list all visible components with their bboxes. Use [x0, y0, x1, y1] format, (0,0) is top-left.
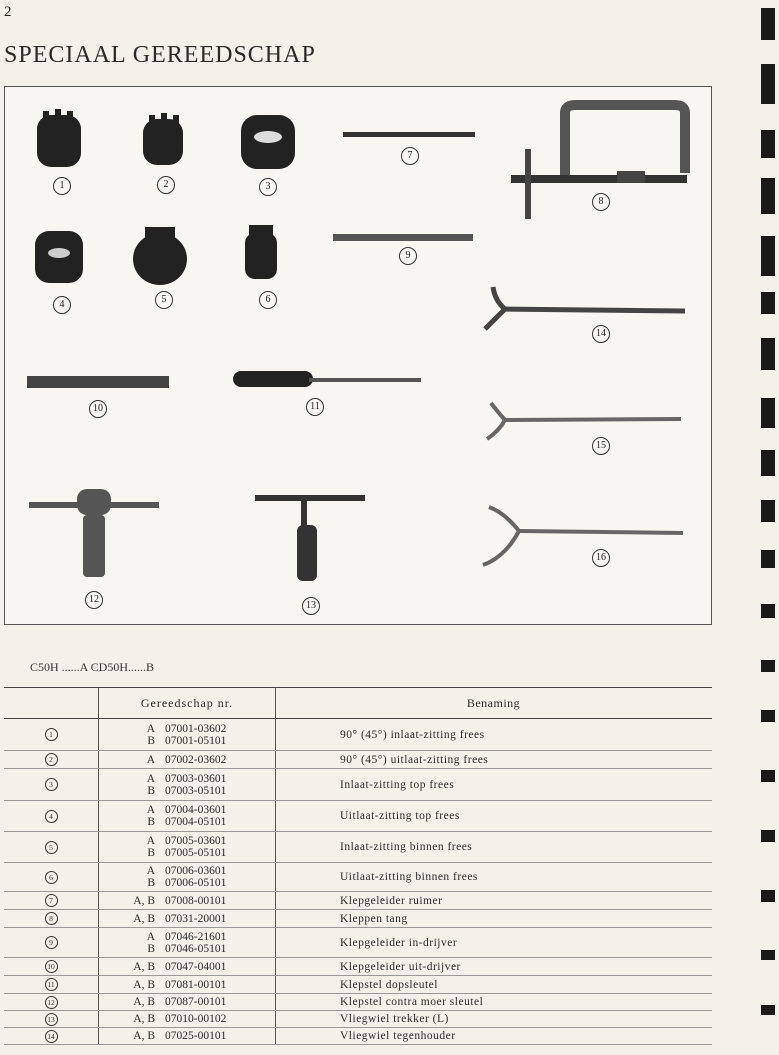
row-number	[4, 958, 99, 976]
tool-codes	[99, 958, 276, 976]
tool-number: 07001-03602	[165, 722, 227, 735]
table-row	[4, 751, 712, 769]
row-number	[4, 719, 99, 751]
tool-14-holder	[485, 287, 685, 329]
tools-table	[4, 687, 712, 1045]
tool-name: Uitlaat-zitting binnen frees	[276, 863, 713, 892]
tool-codes	[99, 751, 276, 769]
model-variant: A, B	[133, 960, 155, 973]
tool-codes	[99, 1028, 276, 1045]
table-row	[4, 910, 712, 928]
header-code: Gereedschap nr.	[99, 688, 276, 719]
page-number: 2	[4, 4, 12, 20]
tool-number: 07006-05101	[165, 877, 227, 889]
tool-number: 07031-20001	[165, 912, 227, 925]
table-row	[4, 863, 712, 892]
code-line	[99, 773, 275, 785]
figure-label: 6	[259, 291, 277, 309]
model-variant: A	[146, 865, 155, 877]
model-variant: B	[147, 942, 155, 955]
cutter-2	[143, 113, 183, 165]
tool-codes	[99, 994, 276, 1011]
model-variant: A	[146, 804, 155, 816]
tool-number: 07003-03601	[165, 772, 227, 785]
row-number	[4, 994, 99, 1011]
tool-number: 07001-05101	[165, 734, 227, 747]
model-variant: A	[146, 930, 155, 943]
table-row	[4, 1028, 712, 1045]
figure-label: 10	[89, 400, 107, 418]
tool-name: Kleppen tang	[276, 910, 713, 928]
tool-7-reamer	[343, 132, 475, 137]
row-number	[4, 928, 99, 958]
tool-name: Klepstel dopsleutel	[276, 976, 713, 994]
figure-label: 8	[592, 193, 610, 211]
tool-codes	[99, 892, 276, 910]
code-line	[99, 943, 275, 955]
tool-codes	[99, 863, 276, 892]
code-line	[99, 931, 275, 943]
tool-codes	[99, 1011, 276, 1028]
tool-codes	[99, 719, 276, 751]
header-num	[4, 688, 99, 719]
code-line	[99, 754, 275, 766]
model-variant: A	[146, 772, 155, 785]
tool-codes	[99, 928, 276, 958]
row-number-badge: 3	[45, 778, 58, 791]
code-line	[99, 895, 275, 907]
model-legend: C50H ......A CD50H......B	[30, 660, 155, 674]
code-line	[99, 996, 275, 1008]
tool-12-wrench	[29, 489, 159, 577]
tool-number: 07004-05101	[165, 816, 227, 828]
tool-8-clamp	[565, 105, 685, 175]
code-line	[99, 847, 275, 859]
row-number-badge: 2	[45, 753, 58, 766]
code-line	[99, 865, 275, 877]
row-number-badge: 10	[45, 960, 58, 973]
model-variant: A	[146, 722, 155, 735]
tool-codes	[99, 910, 276, 928]
row-number-badge: 11	[45, 978, 58, 991]
tool-number: 07047-04001	[165, 960, 227, 973]
cutter-6	[245, 225, 277, 279]
tool-name: Inlaat-zitting binnen frees	[276, 832, 713, 863]
tool-name: Vliegwiel trekker (L)	[276, 1011, 713, 1028]
tool-number: 07081-00101	[165, 978, 227, 991]
cutter-1	[37, 109, 81, 167]
cutter-5	[133, 227, 187, 285]
figure-label: 12	[85, 591, 103, 609]
figure-label: 4	[53, 296, 71, 314]
tool-name: Klepgeleider in-drijver	[276, 928, 713, 958]
table-row	[4, 832, 712, 863]
spiral-binding	[749, 0, 779, 1055]
code-line	[99, 913, 275, 925]
figure-label: 11	[306, 398, 324, 416]
tool-13-puller	[255, 495, 365, 581]
model-variant: A, B	[133, 1030, 155, 1042]
code-line	[99, 804, 275, 816]
row-number	[4, 751, 99, 769]
tool-10-remover	[27, 376, 169, 388]
figure-label: 14	[592, 325, 610, 343]
row-number	[4, 863, 99, 892]
table-row	[4, 769, 712, 801]
cutter-4	[35, 231, 83, 283]
tool-name: Inlaat-zitting top frees	[276, 769, 713, 801]
figure-label: 13	[302, 597, 320, 615]
model-variant: B	[147, 877, 155, 889]
tool-number: 07046-21601	[165, 930, 227, 943]
cutter-3	[241, 115, 295, 169]
row-number	[4, 892, 99, 910]
row-number-badge: 12	[45, 996, 58, 1009]
row-number	[4, 769, 99, 801]
tool-number: 07010-00102	[165, 1013, 227, 1025]
code-line	[99, 816, 275, 828]
tool-number: 07004-03601	[165, 804, 227, 816]
tool-codes	[99, 832, 276, 863]
row-number-badge: 6	[45, 871, 58, 884]
figure-label: 9	[399, 247, 417, 265]
tool-number: 07008-00101	[165, 894, 227, 907]
table-row	[4, 801, 712, 832]
row-number-badge: 13	[45, 1013, 58, 1026]
tool-name: 90° (45°) uitlaat-zitting frees	[276, 751, 713, 769]
table-row	[4, 994, 712, 1011]
code-line	[99, 877, 275, 889]
figure-label: 3	[259, 178, 277, 196]
page-title: SPECIAAL GEREEDSCHAP	[4, 42, 316, 68]
row-number	[4, 1028, 99, 1045]
row-number-badge: 7	[45, 894, 58, 907]
tool-9-driver	[333, 234, 473, 241]
row-number-badge: 8	[45, 912, 58, 925]
tool-name: Uitlaat-zitting top frees	[276, 801, 713, 832]
tool-number: 07002-03602	[165, 753, 227, 766]
row-number-badge: 4	[45, 810, 58, 823]
figure-label: 2	[157, 176, 175, 194]
tool-16-holder	[483, 507, 683, 565]
row-number	[4, 832, 99, 863]
model-variant: B	[147, 784, 155, 797]
tool-name: 90° (45°) inlaat-zitting frees	[276, 719, 713, 751]
table-row	[4, 1011, 712, 1028]
figure-label: 16	[592, 549, 610, 567]
row-number	[4, 1011, 99, 1028]
code-line	[99, 723, 275, 735]
tool-name: Klepgeleider uit-drijver	[276, 958, 713, 976]
row-number	[4, 910, 99, 928]
table-row	[4, 928, 712, 958]
tool-codes	[99, 976, 276, 994]
tool-number: 07005-05101	[165, 847, 227, 859]
table-row	[4, 892, 712, 910]
row-number-badge: 14	[45, 1030, 58, 1043]
figure-label: 7	[401, 147, 419, 165]
model-variant: B	[147, 734, 155, 747]
model-variant: A	[146, 753, 155, 766]
row-number-badge: 9	[45, 936, 58, 949]
tool-number: 07003-05101	[165, 784, 227, 797]
code-line	[99, 961, 275, 973]
header-name: Benaming	[276, 688, 713, 719]
table-header-row	[4, 688, 712, 719]
code-line	[99, 785, 275, 797]
model-variant: A, B	[133, 894, 155, 907]
figure-label: 1	[53, 177, 71, 195]
tool-number: 07006-03601	[165, 865, 227, 877]
tool-15-holder	[487, 403, 681, 439]
model-variant: B	[147, 847, 155, 859]
tool-name: Klepstel contra moer sleutel	[276, 994, 713, 1011]
code-line	[99, 835, 275, 847]
tool-name: Klepgeleider ruimer	[276, 892, 713, 910]
tool-name: Vliegwiel tegenhouder	[276, 1028, 713, 1045]
tool-codes	[99, 769, 276, 801]
model-variant: A, B	[133, 996, 155, 1008]
code-line	[99, 1030, 275, 1042]
code-line	[99, 979, 275, 991]
figure-label: 5	[155, 291, 173, 309]
table-row	[4, 958, 712, 976]
code-line	[99, 1013, 275, 1025]
tool-number: 07025-00101	[165, 1030, 227, 1042]
table-row	[4, 719, 712, 751]
code-line	[99, 735, 275, 747]
tools-photo	[4, 86, 712, 625]
row-number	[4, 976, 99, 994]
table-row	[4, 976, 712, 994]
figure-label: 15	[592, 437, 610, 455]
model-variant: A	[146, 835, 155, 847]
model-variant: A, B	[133, 1013, 155, 1025]
tool-codes	[99, 801, 276, 832]
row-number	[4, 801, 99, 832]
tool-11-wrench	[233, 371, 421, 387]
model-variant: A, B	[133, 912, 155, 925]
row-number-badge: 5	[45, 841, 58, 854]
tool-number: 07046-05101	[165, 942, 227, 955]
model-variant: A, B	[133, 978, 155, 991]
row-number-badge: 1	[45, 728, 58, 741]
tool-number: 07087-00101	[165, 996, 227, 1008]
model-variant: B	[147, 816, 155, 828]
tool-number: 07005-03601	[165, 835, 227, 847]
